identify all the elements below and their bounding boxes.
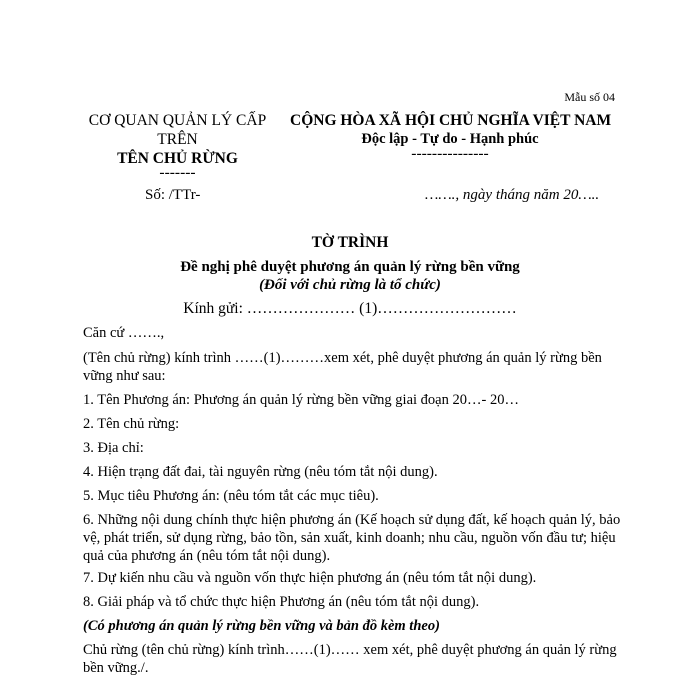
agency-divider: ------- — [159, 164, 196, 181]
list-item: 3. Địa chỉ: — [83, 440, 144, 456]
list-item: 2. Tên chủ rừng: — [83, 416, 180, 432]
agency-superior-name: CƠ QUAN QUẢN LÝ CẤP TRÊN — [88, 112, 267, 148]
document-subtitle: Đề nghị phê duyệt phương án quản lý rừng bền vững — [180, 259, 520, 275]
recipient-line: Kính gửi: ………………… (1)……………………… — [183, 300, 517, 317]
list-item: 4. Hiện trạng đất đai, tài nguyên rừng (nêu tóm tắt nội dung). — [83, 464, 438, 480]
intro-paragraph: (Tên chủ rừng) kính trình ……(1)………xem xét, phê duyệt phương án quản lý rừng bền vững như sau: — [83, 350, 602, 384]
issuing-agency-block — [85, 111, 270, 181]
document-title: TỜ TRÌNH — [311, 234, 389, 251]
attachment-note: (Có phương án quản lý rừng bền vững và bản đồ kèm theo) — [83, 618, 440, 634]
motto-divider: --------------- — [411, 145, 489, 162]
document-date: ……., ngày tháng năm 20….. — [425, 187, 600, 203]
forest-owner-name: TÊN CHỦ RỪNG — [117, 150, 238, 167]
document-scope: (Đối với chủ rừng là tổ chức) — [259, 277, 441, 293]
national-name: CỘNG HÒA XÃ HỘI CHỦ NGHĨA VIỆT NAM — [290, 112, 612, 129]
document-number: Số: /TTr- — [145, 187, 201, 203]
closing-paragraph: Chủ rừng (tên chủ rừng) kính trình……(1)…… xem xét, phê duyệt phương án quản lý rừng bền vững./. — [83, 642, 617, 676]
list-item: 1. Tên Phương án: Phương án quản lý rừng bền vững giai đoạn 20…- 20… — [83, 392, 519, 408]
national-motto: Độc lập - Tự do - Hạnh phúc — [361, 131, 539, 147]
form-number: Mẫu số 04 — [564, 90, 615, 104]
list-item: 7. Dự kiến nhu cầu và nguồn vốn thực hiện phương án (nêu tóm tắt nội dung). — [83, 570, 537, 586]
list-item: 6. Những nội dung chính thực hiện phương án (Kế hoạch sử dụng đất, kế hoạch quản lý, bảo vệ, phát triển, sử dụng rừng, bảo tồn, sản xuất, kinh doanh; nhu cầu, nguồn vốn đầu tư; hiệu quả của phương án (nêu tóm tắt nội dung). — [83, 512, 621, 564]
basis-line: Căn cứ ……., — [83, 325, 165, 341]
list-item: 8. Giải pháp và tổ chức thực hiện Phương án (nêu tóm tắt nội dung). — [83, 594, 480, 610]
list-item: 5. Mục tiêu Phương án: (nêu tóm tắt các mục tiêu). — [83, 488, 379, 504]
national-header-block — [290, 111, 612, 162]
